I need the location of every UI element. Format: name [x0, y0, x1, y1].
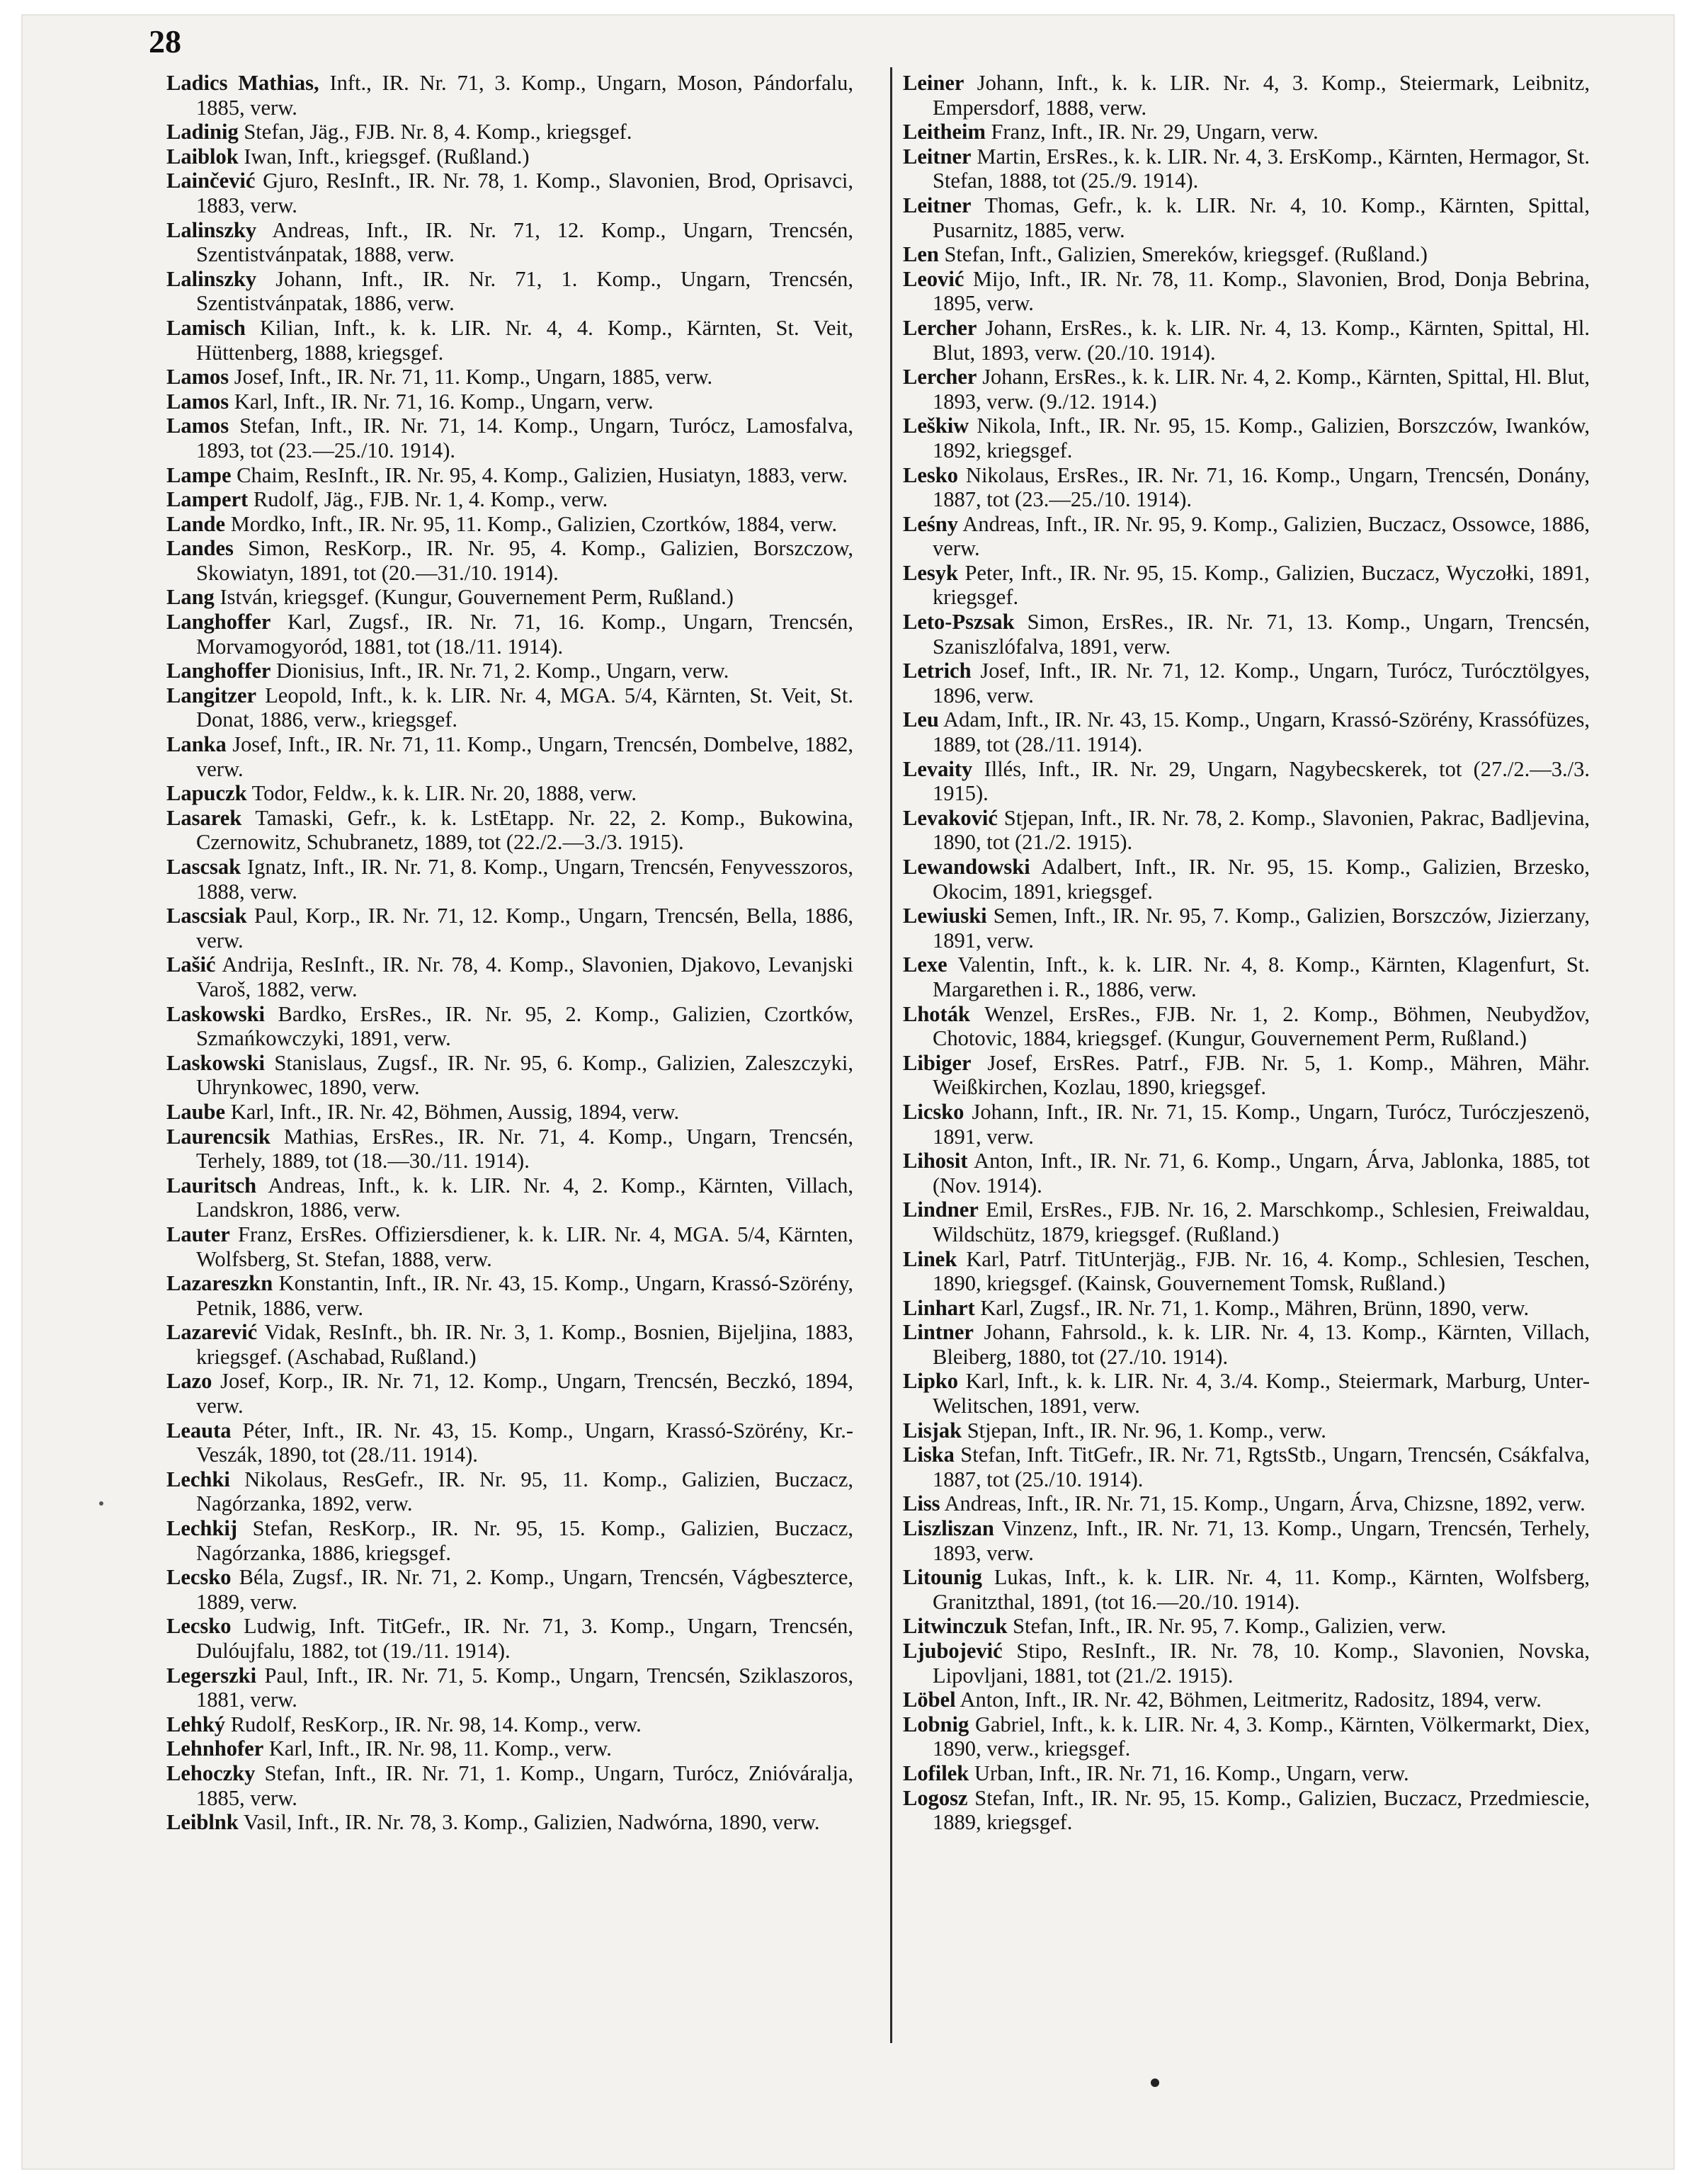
entry-name: Ladics Mathias, [166, 71, 319, 95]
list-item [166, 414, 853, 462]
entry-name: Lalinszky [166, 217, 257, 242]
entry-name: Lapuczk [166, 781, 247, 806]
entry-name: Lauter [166, 1222, 230, 1246]
list-item [166, 1614, 853, 1663]
entry-name: Lhoták [903, 1001, 970, 1026]
entry-name: Lamisch [166, 315, 246, 340]
entry-details: Ludwig, Inft. TitGefr., IR. Nr. 71, 3. Komp., Ungarn, Trencsén, Dulóujfalu, 1882, tot (19./11. 1914). [196, 1614, 853, 1663]
entry-details: Stefan, Inft., IR. Nr. 95, 15. Komp., Galizien, Buczacz, Przedmiescie, 1889, kriegsgef. [933, 1785, 1590, 1835]
entry-details: Josef, Inft., IR. Nr. 71, 11. Komp., Ungarn, Trencsén, Dombelve, 1882, verw. [196, 732, 853, 781]
entry-name: Laskowski [166, 1050, 266, 1075]
entry-details: Kilian, Inft., k. k. LIR. Nr. 4, 4. Komp., Kärnten, St. Veit, Hüttenberg, 1888, kriegsgef. [196, 315, 853, 365]
list-item [166, 1271, 853, 1320]
list-item [166, 1712, 853, 1737]
entry-details: Josef, ErsRes. Patrf., FJB. Nr. 5, 1. Komp., Mähren, Mähr. Weißkirchen, Kozlau, 1890, kriegsgef. [933, 1050, 1590, 1100]
entry-name: Laurencsik [166, 1124, 271, 1149]
entry-details: Inft., IR. Nr. 71, 3. Komp., Ungarn, Moson, Pándorfalu, 1885, verw. [196, 71, 853, 120]
entry-name: Leauta [166, 1418, 232, 1443]
entry-details: Karl, Patrf. TitUnterjäg., FJB. Nr. 16, 4. Komp., Schlesien, Teschen, 1890, kriegsgef. (Kainsk, Gouvernement Tomsk, Rußland.) [933, 1246, 1590, 1296]
entry-name: Leto-Pszsak [903, 610, 1015, 635]
page-number: 28 [149, 23, 181, 59]
list-item [166, 610, 853, 659]
entry-name: Lamos [166, 365, 229, 389]
list-item [903, 1516, 1590, 1565]
entry-name: Letrich [903, 659, 972, 683]
list-item [166, 732, 853, 781]
list-item [166, 1418, 853, 1467]
entry-details: Vidak, ResInft., bh. IR. Nr. 3, 1. Komp., Bosnien, Bijeljina, 1883, kriegsgef. (Aschabad, Rußland.) [196, 1320, 853, 1369]
entry-name: Laube [166, 1099, 226, 1124]
entry-name: Lercher [903, 365, 977, 389]
entry-name: Laiblok [166, 144, 239, 169]
entry-details: Mathias, ErsRes., IR. Nr. 71, 4. Komp., Ungarn, Trencsén, Terhely, 1889, tot (18.—30./11. 1914). [196, 1124, 853, 1173]
list-item [166, 1516, 853, 1565]
list-item [166, 1173, 853, 1222]
entry-name: Lamos [166, 414, 229, 438]
entry-name: Lisjak [903, 1418, 962, 1443]
entry-details: Nikola, Inft., IR. Nr. 95, 15. Komp., Galizien, Borszczów, Iwanków, 1892, kriegsgef. [933, 414, 1590, 462]
entry-name: Lecsko [166, 1614, 232, 1639]
entry-details: Karl, Inft., IR. Nr. 42, Böhmen, Aussig, 1894, verw. [225, 1099, 680, 1124]
entry-details: Martin, ErsRes., k. k. LIR. Nr. 4, 3. ErsKomp., Kärnten, Hermagor, St. Stefan, 1888, tot (25./9. 1914). [933, 144, 1590, 193]
entry-name: Liska [903, 1443, 955, 1467]
list-item [903, 707, 1590, 756]
entry-details: Simon, ErsRes., IR. Nr. 71, 13. Komp., Ungarn, Trencsén, Szaniszlófalva, 1891, verw. [933, 610, 1590, 659]
list-item [903, 463, 1590, 512]
list-item [903, 71, 1590, 120]
entry-name: Libiger [903, 1050, 972, 1075]
entry-name: Leškiw [903, 414, 969, 438]
entry-name: Levaity [903, 756, 973, 781]
entry-details: Stanislaus, Zugsf., IR. Nr. 95, 6. Komp., Galizien, Zaleszczyki, Uhrynkowec, 1890, verw. [196, 1050, 853, 1100]
list-item [166, 1002, 853, 1051]
entry-name: Logosz [903, 1785, 968, 1810]
entry-details: Andreas, Inft., IR. Nr. 95, 9. Komp., Galizien, Buczacz, Ossowce, 1886, verw. [933, 511, 1590, 561]
margin-mark [99, 1501, 103, 1506]
entry-details: Mordko, Inft., IR. Nr. 95, 11. Komp., Galizien, Czortków, 1884, verw. [225, 511, 838, 536]
entry-name: Lazarević [166, 1320, 258, 1345]
entry-details: Stefan, ResKorp., IR. Nr. 95, 15. Komp., Galizien, Buczacz, Nagórzanka, 1886, kriegsgef. [196, 1516, 853, 1565]
entry-details: Stefan, Inft. TitGefr., IR. Nr. 71, RgtsStb., Ungarn, Trencsén, Csákfalva, 1887, tot (25./10. 1914). [933, 1443, 1590, 1491]
list-item [166, 1125, 853, 1173]
entry-details: Stipo, ResInft., IR. Nr. 78, 10. Komp., Slavonien, Novska, Lipovljani, 1881, tot (21./2. 1915). [933, 1639, 1590, 1688]
entry-name: Lesyk [903, 560, 958, 585]
entry-name: Lofilek [903, 1761, 969, 1785]
entry-details: Karl, Inft., IR. Nr. 71, 16. Komp., Ungarn, verw. [229, 389, 654, 414]
list-item [166, 1222, 853, 1271]
entry-name: Ladinig [166, 120, 239, 144]
entry-details: Nikolaus, ErsRes., IR. Nr. 71, 16. Komp., Ungarn, Trencsén, Donány, 1887, tot (23.—25./10. 1914). [933, 462, 1590, 512]
entry-name: Lewandowski [903, 855, 1030, 879]
list-item [903, 1100, 1590, 1149]
entry-details: Ignatz, Inft., IR. Nr. 71, 8. Komp., Ungarn, Trencsén, Fenyvesszoros, 1888, verw. [196, 855, 853, 904]
entry-name: Len [903, 242, 939, 267]
entry-name: Lascsak [166, 855, 241, 879]
list-item [166, 781, 853, 806]
entry-details: Adalbert, Inft., IR. Nr. 95, 15. Komp., Galizien, Brzesko, Okocim, 1891, kriegsgef. [933, 855, 1590, 904]
entry-name: Langitzer [166, 683, 257, 707]
entry-details: Gjuro, ResInft., IR. Nr. 78, 1. Komp., Slavonien, Brod, Oprisavci, 1883, verw. [196, 169, 853, 217]
list-item [903, 365, 1590, 414]
list-item [903, 757, 1590, 806]
entry-name: Licsko [903, 1099, 964, 1124]
list-item [166, 1761, 853, 1810]
list-item [166, 1051, 853, 1100]
entry-details: Emil, ErsRes., FJB. Nr. 16, 2. Marschkomp., Schlesien, Freiwaldau, Wildschütz, 1879, kriegsgef. (Rußland.) [933, 1198, 1590, 1246]
entry-name: Linek [903, 1246, 957, 1271]
entry-name: Lindner [903, 1198, 979, 1222]
entry-name: Liss [903, 1491, 940, 1516]
footer-dot [1151, 2078, 1159, 2087]
entry-name: Leović [903, 266, 964, 291]
list-item [903, 1320, 1590, 1369]
list-item [166, 267, 853, 316]
entry-details: Josef, Inft., IR. Nr. 71, 11. Komp., Ungarn, 1885, verw. [229, 365, 713, 389]
list-item [903, 1002, 1590, 1051]
entry-name: Lehký [166, 1712, 226, 1736]
entry-details: Josef, Korp., IR. Nr. 71, 12. Komp., Ungarn, Trencsén, Beczkó, 1894, verw. [196, 1369, 853, 1418]
list-item [166, 71, 853, 120]
list-item [166, 952, 853, 1001]
entry-details: Josef, Inft., IR. Nr. 71, 12. Komp., Ungarn, Turócz, Turócztölgyes, 1896, verw. [933, 659, 1590, 707]
list-item [166, 1467, 853, 1516]
entry-details: Stefan, Inft., IR. Nr. 95, 7. Komp., Galizien, verw. [1007, 1614, 1447, 1639]
list-item [903, 1786, 1590, 1835]
list-item [166, 487, 853, 512]
entry-details: Leopold, Inft., k. k. LIR. Nr. 4, MGA. 5/4, Kärnten, St. Veit, St. Donat, 1886, verw., kriegsgef. [196, 683, 853, 732]
entry-name: Leitner [903, 193, 972, 217]
entry-name: Leiblnk [166, 1810, 239, 1835]
list-item [903, 610, 1590, 659]
list-item [166, 120, 853, 144]
entry-name: Lampe [166, 462, 232, 487]
entry-name: Liszliszan [903, 1516, 994, 1541]
entry-details: Dionisius, Inft., IR. Nr. 71, 2. Komp., Ungarn, verw. [271, 659, 729, 683]
entry-details: Paul, Inft., IR. Nr. 71, 5. Komp., Ungarn, Trencsén, Sziklaszoros, 1881, verw. [196, 1663, 853, 1712]
entry-details: Stefan, Jäg., FJB. Nr. 8, 4. Komp., kriegsgef. [238, 120, 632, 144]
entry-name: Lihosit [903, 1149, 968, 1173]
entry-name: Landes [166, 536, 234, 561]
list-item [903, 1247, 1590, 1296]
entry-name: Lechkij [166, 1516, 237, 1541]
list-item [903, 242, 1590, 267]
entry-details: Stjepan, Inft., IR. Nr. 96, 1. Komp., verw. [962, 1418, 1326, 1443]
list-item [166, 1736, 853, 1761]
list-item [166, 806, 853, 855]
right-column [903, 71, 1590, 1835]
list-item [903, 1761, 1590, 1786]
list-item [166, 144, 853, 169]
entry-name: Langhoffer [166, 610, 271, 635]
entry-name: Legerszki [166, 1663, 257, 1688]
list-item [903, 316, 1590, 365]
entry-name: Litounig [903, 1565, 982, 1590]
list-item [903, 1149, 1590, 1198]
entry-details: Paul, Korp., IR. Nr. 71, 12. Komp., Ungarn, Trencsén, Bella, 1886, verw. [196, 904, 853, 952]
entry-details: Rudolf, Jäg., FJB. Nr. 1, 4. Komp., verw. [248, 487, 608, 512]
list-item [166, 855, 853, 904]
list-item [903, 1491, 1590, 1516]
entry-name: Lipko [903, 1369, 958, 1394]
entry-details: Karl, Inft., k. k. LIR. Nr. 4, 3./4. Komp., Steiermark, Marburg, Unter-Welitschen, 1891, verw. [933, 1369, 1590, 1418]
entry-name: Lazo [166, 1369, 212, 1394]
entry-details: Johann, Inft., k. k. LIR. Nr. 4, 3. Komp., Steiermark, Leibnitz, Empersdorf, 1888, verw. [933, 71, 1590, 120]
list-item [166, 904, 853, 952]
entry-details: Karl, Inft., IR. Nr. 98, 11. Komp., verw. [263, 1736, 612, 1761]
entry-name: Lintner [903, 1320, 974, 1345]
entry-details: Andrija, ResInft., IR. Nr. 78, 4. Komp., Slavonien, Djakovo, Levanjski Varoš, 1882, verw. [196, 952, 853, 1001]
list-item [166, 536, 853, 585]
entry-name: Lauritsch [166, 1173, 257, 1198]
entry-name: Lecsko [166, 1565, 232, 1590]
entry-details: Illés, Inft., IR. Nr. 29, Ungarn, Nagybecskerek, tot (27./2.—3./3. 1915). [933, 756, 1590, 806]
entry-details: Valentin, Inft., k. k. LIR. Nr. 4, 8. Komp., Kärnten, Klagenfurt, St. Margarethen i. R., 1886, verw. [933, 952, 1590, 1001]
list-item [903, 855, 1590, 904]
entry-details: Wenzel, ErsRes., FJB. Nr. 1, 2. Komp., Böhmen, Neubydžov, Chotovic, 1884, kriegsgef. (Kungur, Gouvernement Perm, Rußland.) [933, 1001, 1590, 1051]
entry-details: Bardko, ErsRes., IR. Nr. 95, 2. Komp., Galizien, Czortków, Szmańkowczyki, 1891, verw. [196, 1001, 853, 1051]
list-item [166, 365, 853, 389]
entry-name: Leu [903, 707, 939, 732]
entry-details: Stefan, Inft., Galizien, Smereków, kriegsgef. (Rußland.) [938, 242, 1428, 267]
list-item [166, 1320, 853, 1369]
entry-details: Andreas, Inft., k. k. LIR. Nr. 4, 2. Komp., Kärnten, Villach, Landskron, 1886, verw. [196, 1173, 853, 1222]
list-item [903, 1296, 1590, 1321]
list-item [166, 1663, 853, 1712]
list-item [166, 463, 853, 488]
list-item [166, 659, 853, 683]
entry-details: Simon, ResKorp., IR. Nr. 95, 4. Komp., Galizien, Borszczow, Skowiatyn, 1891, tot (20.—31./10. 1914). [196, 536, 853, 585]
entry-name: Lalinszky [166, 266, 257, 291]
entry-details: Lukas, Inft., k. k. LIR. Nr. 4, 11. Komp., Kärnten, Wolfsberg, Granitzthal, 1891, (tot 16.—20./10. 1914). [933, 1565, 1590, 1614]
entry-name: Lexe [903, 952, 947, 977]
entry-details: Béla, Zugsf., IR. Nr. 71, 2. Komp., Ungarn, Trencsén, Vágbeszterce, 1889, verw. [196, 1565, 853, 1614]
entry-details: Konstantin, Inft., IR. Nr. 43, 15. Komp., Ungarn, Krassó-Szörény, Petnik, 1886, verw. [196, 1271, 853, 1320]
entry-name: Levaković [903, 805, 998, 830]
list-item [903, 1614, 1590, 1639]
list-item [166, 218, 853, 267]
entry-name: Lechki [166, 1467, 230, 1491]
entry-details: Johann, ErsRes., k. k. LIR. Nr. 4, 2. Komp., Kärnten, Spittal, Hl. Blut, 1893, verw. (9./12. 1914.) [933, 365, 1590, 414]
list-item [166, 389, 853, 414]
list-item [903, 1688, 1590, 1712]
entry-details: Franz, Inft., IR. Nr. 29, Ungarn, verw. [985, 120, 1319, 144]
entry-name: Lewiuski [903, 904, 987, 928]
entry-details: Thomas, Gefr., k. k. LIR. Nr. 4, 10. Komp., Kärnten, Spittal, Pusarnitz, 1885, verw. [933, 193, 1590, 242]
column-divider [890, 67, 892, 2043]
list-item [903, 414, 1590, 462]
entry-details: Karl, Zugsf., IR. Nr. 71, 16. Komp., Ungarn, Trencsén, Morvamogyoród, 1881, tot (18./11. 1914). [196, 610, 853, 659]
entry-details: Adam, Inft., IR. Nr. 43, 15. Komp., Ungarn, Krassó-Szörény, Krassófüzes, 1889, tot (28./11. 1914). [933, 707, 1590, 757]
entry-name: Leitner [903, 144, 972, 169]
list-item [166, 316, 853, 365]
entry-details: Anton, Inft., IR. Nr. 42, Böhmen, Leitmeritz, Radositz, 1894, verw. [955, 1688, 1542, 1712]
list-item [903, 952, 1590, 1001]
list-item [903, 267, 1590, 316]
entry-details: Franz, ErsRes. Offiziersdiener, k. k. LIR. Nr. 4, MGA. 5/4, Kärnten, Wolfsberg, St. Stefan, 1888, verw. [196, 1222, 853, 1271]
entry-details: Rudolf, ResKorp., IR. Nr. 98, 14. Komp., verw. [225, 1712, 642, 1736]
entry-name: Lašić [166, 952, 216, 977]
list-item [166, 1100, 853, 1125]
entry-details: Péter, Inft., IR. Nr. 43, 15. Komp., Ungarn, Krassó-Szörény, Kr.-Veszák, 1890, tot (28./11. 1914). [196, 1418, 853, 1467]
entry-details: Mijo, Inft., IR. Nr. 78, 11. Komp., Slavonien, Brod, Donja Bebrina, 1895, verw. [933, 266, 1590, 316]
entry-name: Lande [166, 511, 226, 536]
entry-name: Lainčević [166, 169, 256, 193]
list-item [903, 1369, 1590, 1418]
list-item [166, 585, 853, 610]
entry-details: Vinzenz, Inft., IR. Nr. 71, 13. Komp., Ungarn, Trencsén, Terhely, 1893, verw. [933, 1516, 1590, 1565]
entry-name: Litwinczuk [903, 1614, 1008, 1639]
list-item [166, 169, 853, 217]
list-item [903, 144, 1590, 193]
entry-details: Vasil, Inft., IR. Nr. 78, 3. Komp., Galizien, Nadwórna, 1890, verw. [238, 1810, 820, 1835]
entry-name: Leitheim [903, 120, 986, 144]
entry-name: Laskowski [166, 1001, 266, 1026]
entry-details: Anton, Inft., IR. Nr. 71, 6. Komp., Ungarn, Árva, Jablonka, 1885, tot (Nov. 1914). [933, 1149, 1590, 1198]
entry-details: Johann, ErsRes., k. k. LIR. Nr. 4, 13. Komp., Kärnten, Spittal, Hl. Blut, 1893, verw. (20./10. 1914). [933, 315, 1590, 365]
list-item [166, 1565, 853, 1614]
entry-name: Lesko [903, 462, 958, 487]
entry-details: Andreas, Inft., IR. Nr. 71, 15. Komp., Ungarn, Árva, Chizsne, 1892, verw. [940, 1491, 1586, 1516]
list-item [903, 1712, 1590, 1761]
entry-name: Lamos [166, 389, 229, 414]
list-item [903, 1565, 1590, 1614]
list-item [903, 1639, 1590, 1688]
entry-details: Urban, Inft., IR. Nr. 71, 16. Komp., Ungarn, verw. [969, 1761, 1409, 1785]
list-item [166, 512, 853, 537]
entry-details: Stefan, Inft., IR. Nr. 71, 1. Komp., Ungarn, Turócz, Znióváralja, 1885, verw. [196, 1761, 853, 1810]
entry-details: István, kriegsgef. (Kungur, Gouvernement Perm, Rußland.) [214, 585, 734, 610]
entry-details: Tamaski, Gefr., k. k. LstEtapp. Nr. 22, 2. Komp., Bukowina, Czernowitz, Schubranetz, 1889, tot (22./2.—3./3. 1915). [196, 805, 853, 855]
list-item [903, 904, 1590, 952]
entry-name: Lobnig [903, 1712, 969, 1736]
entry-name: Lanka [166, 732, 227, 757]
entry-details: Chaim, ResInft., IR. Nr. 95, 4. Komp., Galizien, Husiatyn, 1883, verw. [231, 462, 848, 487]
entry-name: Lehnhofer [166, 1736, 264, 1761]
list-item [903, 512, 1590, 561]
list-item [903, 659, 1590, 707]
entry-name: Ljubojević [903, 1639, 1003, 1663]
entry-details: Johann, Inft., IR. Nr. 71, 15. Komp., Ungarn, Turócz, Turóczjeszenö, 1891, verw. [933, 1099, 1590, 1149]
list-item [166, 1810, 853, 1835]
entry-name: Leśny [903, 511, 958, 536]
entry-details: Johann, Inft., IR. Nr. 71, 1. Komp., Ungarn, Trencsén, Szentistvánpatak, 1886, verw. [196, 266, 853, 316]
list-item [903, 1418, 1590, 1443]
entry-details: Gabriel, Inft., k. k. LIR. Nr. 4, 3. Komp., Kärnten, Völkermarkt, Diex, 1890, verw., kriegsgef. [933, 1712, 1590, 1761]
entry-name: Lascsiak [166, 904, 247, 928]
entry-details: Peter, Inft., IR. Nr. 95, 15. Komp., Galizien, Buczacz, Wyczołki, 1891, kriegsgef. [933, 560, 1590, 610]
list-item [166, 683, 853, 732]
entry-name: Lercher [903, 315, 977, 340]
entry-details: Nikolaus, ResGefr., IR. Nr. 95, 11. Komp., Galizien, Buczacz, Nagórzanka, 1892, verw. [196, 1467, 853, 1516]
entry-details: Karl, Zugsf., IR. Nr. 71, 1. Komp., Mähren, Brünn, 1890, verw. [974, 1295, 1530, 1320]
left-column [166, 71, 853, 1835]
entry-details: Andreas, Inft., IR. Nr. 71, 12. Komp., Ungarn, Trencsén, Szentistvánpatak, 1888, verw. [196, 217, 853, 267]
entry-details: Stefan, Inft., IR. Nr. 71, 14. Komp., Ungarn, Turócz, Lamosfalva, 1893, tot (23.—25./10. 1914). [196, 414, 853, 462]
entry-name: Lang [166, 585, 215, 610]
entry-name: Lampert [166, 487, 249, 512]
list-item [903, 120, 1590, 144]
list-item [903, 193, 1590, 242]
list-item [903, 1198, 1590, 1246]
entry-name: Löbel [903, 1688, 956, 1712]
entry-name: Linhart [903, 1295, 975, 1320]
list-item [903, 806, 1590, 855]
entry-name: Lazareszkn [166, 1271, 273, 1296]
entry-name: Lehoczky [166, 1761, 256, 1785]
entry-details: Johann, Fahrsold., k. k. LIR. Nr. 4, 13. Komp., Kärnten, Villach, Bleiberg, 1880, tot (27./10. 1914). [933, 1320, 1590, 1369]
entry-details: Semen, Inft., IR. Nr. 95, 7. Komp., Galizien, Borszczów, Jizierzany, 1891, verw. [933, 904, 1590, 952]
list-item [903, 1051, 1590, 1100]
entry-name: Leiner [903, 71, 964, 95]
entry-details: Iwan, Inft., kriegsgef. (Rußland.) [238, 144, 530, 169]
entry-details: Stjepan, Inft., IR. Nr. 78, 2. Komp., Slavonien, Pakrac, Badljevina, 1890, tot (21./2. 1915). [933, 805, 1590, 855]
entry-name: Lasarek [166, 805, 242, 830]
list-item [903, 561, 1590, 610]
entry-name: Langhoffer [166, 659, 271, 683]
entry-details: Todor, Feldw., k. k. LIR. Nr. 20, 1888, verw. [246, 781, 637, 806]
list-item [903, 1443, 1590, 1491]
list-item [166, 1369, 853, 1418]
